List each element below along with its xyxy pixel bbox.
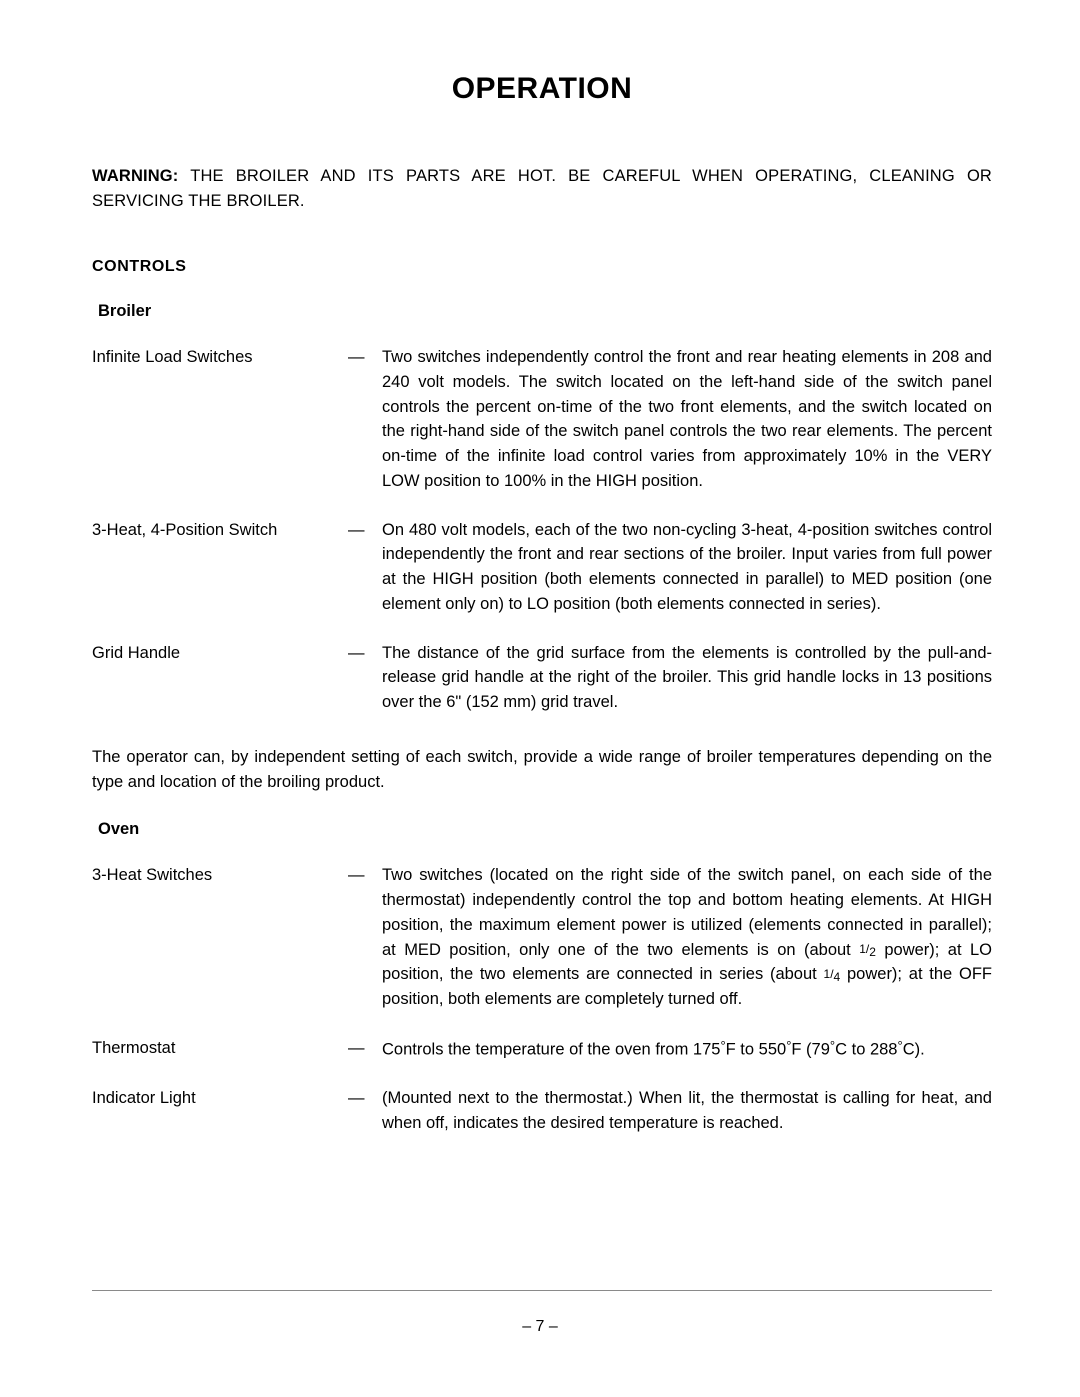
- term-label: Infinite Load Switches: [92, 348, 253, 367]
- fraction-one-quarter: 1/4: [823, 966, 841, 984]
- em-dash-icon: —: [348, 643, 365, 662]
- term-description: Two switches independently control the front and rear heating elements in 208 and 240 volt models. The switch located on the left-hand side of the switch panel controls the percent on-time of the two front elements, and the switch located on the right-hand side of the switch panel controls the two rear elements. The percent on-time of the infinite load control varies from approximately 10% in the VERY LOW position to 100% in the HIGH position.: [382, 348, 992, 490]
- term-description: The distance of the grid surface from the elements is controlled by the pull-and-release grid handle at the right of the broiler. This grid handle locks in 13 positions over the 6" (152 mm) grid travel.: [382, 643, 992, 712]
- em-dash-icon: —: [348, 1038, 365, 1057]
- definition-row-grid-handle: [92, 641, 992, 715]
- definition-row-3-heat-switches: [92, 863, 992, 1012]
- definition-row-infinite-load-switches: [92, 345, 992, 494]
- operator-paragraph: The operator can, by independent setting of each switch, provide a wide range of broiler temperatures depending on the type and location of the broiling product.: [92, 747, 992, 791]
- fraction-denominator: 2: [869, 944, 876, 959]
- description-segment-3: F (79: [791, 1040, 830, 1059]
- term-label: Grid Handle: [92, 643, 181, 662]
- fraction-numerator: 1: [823, 966, 831, 981]
- subsection-heading-oven: Oven: [98, 820, 140, 839]
- warning-text: THE BROILER AND ITS PARTS ARE HOT. BE CAREFUL WHEN OPERATING, CLEANING OR SERVICING THE BROILER.: [92, 167, 992, 211]
- term-label: 3-Heat Switches: [92, 866, 213, 885]
- subsection-heading-broiler: Broiler: [98, 302, 152, 321]
- section-heading-controls: CONTROLS: [92, 258, 187, 276]
- description-segment-1: Two switches (located on the right side of the switch panel, on each side of the thermostat) independently control the top and bottom heating elements. At HIGH position, the maximum element power is utilized (elements connected in parallel); at MED position, only one of the two elements is on (about: [382, 866, 992, 959]
- term-label: Indicator Light: [92, 1089, 196, 1108]
- em-dash-icon: —: [348, 520, 365, 539]
- em-dash-icon: —: [348, 348, 365, 367]
- description-segment-3: power); at the OFF position, both elements are completely turned off.: [382, 965, 992, 1009]
- fraction-numerator: 1: [859, 941, 866, 956]
- term-description: (Mounted next to the thermostat.) When lit, the thermostat is calling for heat, and when off, indicates the desired temperature is reached.: [382, 1089, 992, 1132]
- description-segment-5: C).: [902, 1040, 925, 1059]
- page-content: [92, 72, 992, 1136]
- description-segment-1: Controls the temperature of the oven from 175: [382, 1040, 721, 1059]
- term-description: [382, 1036, 992, 1062]
- term-description: On 480 volt models, each of the two non-cycling 3-heat, 4-position switches control independently the front and rear sections of the broiler. Input varies from full power at the HIGH position (both elements connected in parallel) to MED position (one element only on) to LO position (both elements connected in series).: [382, 520, 992, 613]
- description-segment-4: C to 288: [835, 1040, 898, 1059]
- degree-symbol-icon: °: [720, 1037, 726, 1053]
- fraction-one-half: 1/2: [859, 941, 876, 959]
- description-segment-2: F to 550: [725, 1040, 787, 1059]
- description-segment-2: power); at LO position, the two elements are connected in series (about: [382, 940, 992, 984]
- fraction-denominator: 4: [833, 969, 841, 984]
- degree-symbol-icon: °: [897, 1037, 903, 1053]
- degree-symbol-icon: °: [829, 1037, 836, 1053]
- warning-label: WARNING:: [92, 167, 179, 185]
- page-number: – 7 –: [522, 1318, 558, 1335]
- em-dash-icon: —: [348, 866, 365, 885]
- definition-row-thermostat: [92, 1036, 992, 1062]
- footer-divider: [92, 1290, 992, 1291]
- warning-notice: [92, 164, 992, 214]
- page-title: OPERATION: [451, 72, 633, 105]
- definition-row-indicator-light: [92, 1086, 992, 1136]
- term-label: 3-Heat, 4-Position Switch: [92, 520, 278, 539]
- em-dash-icon: —: [348, 1089, 365, 1108]
- term-label: Thermostat: [92, 1038, 176, 1057]
- definition-row-3-heat-4-position-switch: [92, 518, 992, 617]
- degree-symbol-icon: °: [786, 1037, 792, 1053]
- term-description: [382, 863, 992, 1012]
